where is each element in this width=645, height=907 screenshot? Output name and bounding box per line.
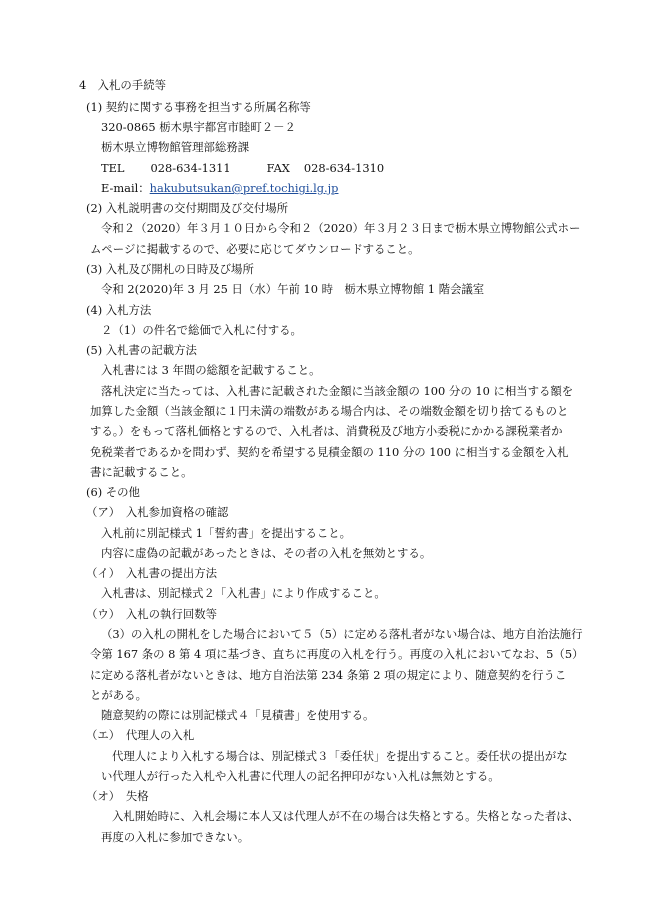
s6-a-heading: （ア） 入札参加資格の確認 — [86, 505, 229, 519]
s6-u-line1: （3）の入札の開札をした場合において５（5）に定める落札者がない場合は、地方自治法施行 — [101, 627, 583, 641]
s2-heading: (2) 入札説明書の交付期間及び交付場所 — [86, 201, 289, 215]
s6-heading: (6) その他 — [86, 485, 140, 499]
s6-o-line2: 再度の入札に参加できない。 — [101, 830, 250, 844]
s6-e-line2: い代理人が行った入札や入札書に代理人の記名押印がない入札は無効とする。 — [101, 769, 500, 783]
s1-address: 320-0865 栃木県宇都宮市睦町２－２ — [101, 120, 296, 134]
s6-u-line3: に定める落札者がないときは、地方自治法第 234 条第 2 項の規定により、随意契約を行うこ — [90, 668, 567, 682]
s4-heading: (4) 入札方法 — [86, 303, 152, 317]
s1-dept: 栃木県立博物館管理部総務課 — [101, 140, 250, 154]
s5-line4: する。）をもって落札価格とするので、入札者は、消費税及び地方小委税にかかる課税業者か — [90, 424, 563, 438]
s1-email-line — [101, 180, 338, 196]
s1-heading: (1) 契約に関する事務を担当する所属名称等 — [86, 100, 311, 114]
s5-heading: (5) 入札書の記載方法 — [86, 343, 197, 357]
s6-u-line5: 随意契約の際には別記様式４「見積書」を使用する。 — [101, 708, 375, 722]
s6-i-line1: 入札書は、別記様式２「入札書」により作成すること。 — [101, 586, 386, 600]
s5-line5: 免税業者であるかを問わず、契約を希望する見積金額の 110 分の 100 に相当する金額を入札 — [90, 445, 569, 459]
s1-contact-line — [101, 160, 384, 176]
s4-line1: ２（1）の件名で総価で入札に付する。 — [101, 323, 302, 337]
s5-line6: 書に記載すること。 — [90, 465, 193, 479]
section-title: 4 入札の手続等 — [79, 78, 166, 92]
tel-label: TEL — [101, 161, 125, 175]
email-link[interactable]: hakubutsukan@pref.tochigi.lg.jp — [149, 181, 339, 195]
s6-o-heading: （オ） 失格 — [86, 789, 149, 803]
s2-line2: ムページに掲載するので、必要に応じてダウンロードすること。 — [90, 242, 420, 256]
s6-o-line1: 入札開始時に、入札会場に本人又は代理人が不在の場合は失格とする。失格となった者は、 — [112, 809, 580, 823]
s5-line1: 入札書には 3 年間の総額を記載すること。 — [101, 363, 321, 377]
s6-u-line4: とがある。 — [90, 688, 147, 702]
s6-a-line1: 入札前に別記様式 1「誓約書」を提出すること。 — [101, 526, 352, 540]
s6-i-heading: （イ） 入札書の提出方法 — [86, 566, 217, 580]
s3-line1: 令和 2(2020)年 3 月 25 日（水）午前 10 時 栃木県立博物館 1 階会議室 — [101, 282, 485, 296]
s5-line2: 落札決定に当たっては、入札書に記載された金額に当該金額の 100 分の 10 に相当する額を — [101, 384, 574, 398]
tel-number: 028-634-1311 — [150, 161, 231, 175]
fax-label: FAX — [266, 161, 290, 175]
s6-a-line2: 内容に虚偽の記載があったときは、その者の入札を無効とする。 — [101, 546, 432, 560]
fax-number: 028-634-1310 — [303, 161, 385, 175]
s6-u-line2: 令第 167 条の 8 第 4 項に基づき、直ちに再度の入札を行う。再度の入札においてなお、5（5） — [90, 647, 584, 661]
s6-u-heading: （ウ） 入札の執行回数等 — [86, 607, 217, 621]
s6-e-line1: 代理人により入札する場合は、別記様式３「委任状」を提出すること。委任状の提出がな — [112, 749, 568, 763]
s3-heading: (3) 入札及び開札の日時及び場所 — [86, 262, 254, 276]
s2-line1: 令和２（2020）年３月１０日から令和２（2020）年３月２３日まで栃木県立博物館公式ホー — [101, 221, 581, 235]
s5-line3: 加算した金額（当該金額に１円未満の端数がある場合内は、その端数金額を切り捨てるものと — [90, 404, 569, 418]
s6-e-heading: （エ） 代理人の入札 — [86, 728, 195, 742]
email-label: E-mail： — [101, 181, 150, 195]
